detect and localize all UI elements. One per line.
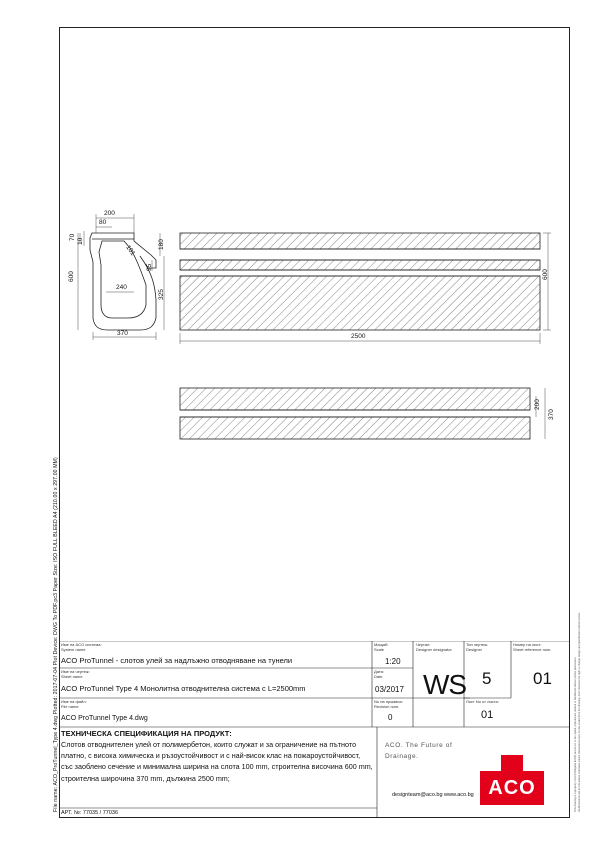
cross-section-view [90, 233, 156, 330]
title-block [59, 641, 570, 818]
company-tagline-1: ACO. The Future of [385, 742, 453, 749]
channel-inner [99, 241, 146, 318]
aco-logo [480, 741, 544, 805]
dim-total-height: 600 [68, 271, 75, 282]
scale-label: Мащаб: Scale [374, 642, 389, 652]
sheets-value: 01 [481, 709, 494, 721]
file-label: Име на файл: File name [61, 699, 87, 709]
dim-plan-slot: 200 [534, 399, 541, 410]
revision-value: 0 [388, 713, 393, 722]
legal-note-2: All dimensions are in mm unless otherwise stated. Dimensions must not be scaled from the drawing. ACO reserves the right to change design and specification without notice. [578, 612, 581, 812]
article-number: АРТ. №: 77035 / 77036 [61, 810, 119, 816]
legal-note-1: This drawing is a property of ACO Bulgaria EOOD and is not to be copied, reproduced, altered or distributed without written permission. [574, 656, 577, 812]
dim-mid-height: 95 [146, 263, 153, 271]
dim-inner-top: 80 [99, 219, 107, 226]
aco-logo-text: ACO [488, 777, 536, 799]
dim-inner-width: 240 [116, 284, 127, 291]
type-label: Тип чертеж: Designer [466, 642, 488, 652]
plan-view [180, 388, 530, 439]
side-view [180, 233, 540, 330]
drawn-label: Чертал: Designer designator [416, 642, 452, 652]
dim-bottom-height: 325 [158, 289, 165, 300]
type-value: 5 [482, 669, 492, 688]
dim-top-width: 200 [104, 210, 115, 217]
plan-view-dimensions [536, 388, 545, 439]
sheet-ref-value: 01 [533, 669, 552, 688]
dim-left-2: 10 [77, 237, 84, 245]
dim-base-width: 370 [117, 330, 128, 337]
spec-title: ТЕХНИЧЕСКА СПЕЦИФИКАЦИЯ НА ПРОДУКТ: [61, 729, 232, 738]
date-value: 03/2017 [375, 685, 404, 694]
sheet-ref-label: Номер на лист: Sheet reference num. [513, 642, 552, 652]
scale-value: 1:20 [385, 657, 401, 666]
contact-info: designteam@aco.bg www.aco.bg [392, 792, 474, 798]
dim-side-length: 2500 [351, 333, 366, 340]
revision-label: No на промяна: Revision num. [374, 699, 403, 709]
file-name: ACO ProTunnel Type 4.dwg [61, 715, 148, 722]
date-label: Дата: Date [374, 669, 384, 679]
system-label: Име на ACO система: System name [61, 642, 102, 652]
sheets-label: Лист No от листа: [466, 699, 499, 704]
dim-side-height: 600 [542, 269, 549, 280]
sheet-label: Име на чертеж: Sheet name [61, 669, 90, 679]
dim-left-1: 70 [69, 233, 76, 241]
drawn-value: WS [423, 669, 467, 700]
file-info-sidebar: File name: ACO_ProTunnel_Type 4.dwg Plotted: 2017-07-04 Plot Device: DWG To PDF.pc3 Paper Size: ISO FULL BLEED A4 (210.00 x 297.00 MM) [53, 457, 59, 812]
dim-slot-depth: 180 [158, 239, 165, 250]
company-tagline-2: Drainage. [385, 753, 419, 760]
spec-text: Слотов отводнителен улей от полимербетон, които служат и за ограничение на пътното платно, с висока химическа и ръзоустойчивост и с най-висок клас на пожароустойчивост, със заоблено сечение и минимална ширина на слота 100 mm, строителна височина 600 mm, строителна широчина 370 mm, дължина 2500 mm; [61, 740, 373, 783]
sheet-name: ACO ProTunnel Type 4 Монолитна отводнителна система с L=2500mm [61, 684, 306, 693]
dim-diag: 101 [124, 244, 137, 258]
dim-plan-width: 370 [548, 409, 555, 420]
system-name: ACO ProTunnel - слотов улей за надлъжно отводняване на тунели [61, 656, 293, 665]
